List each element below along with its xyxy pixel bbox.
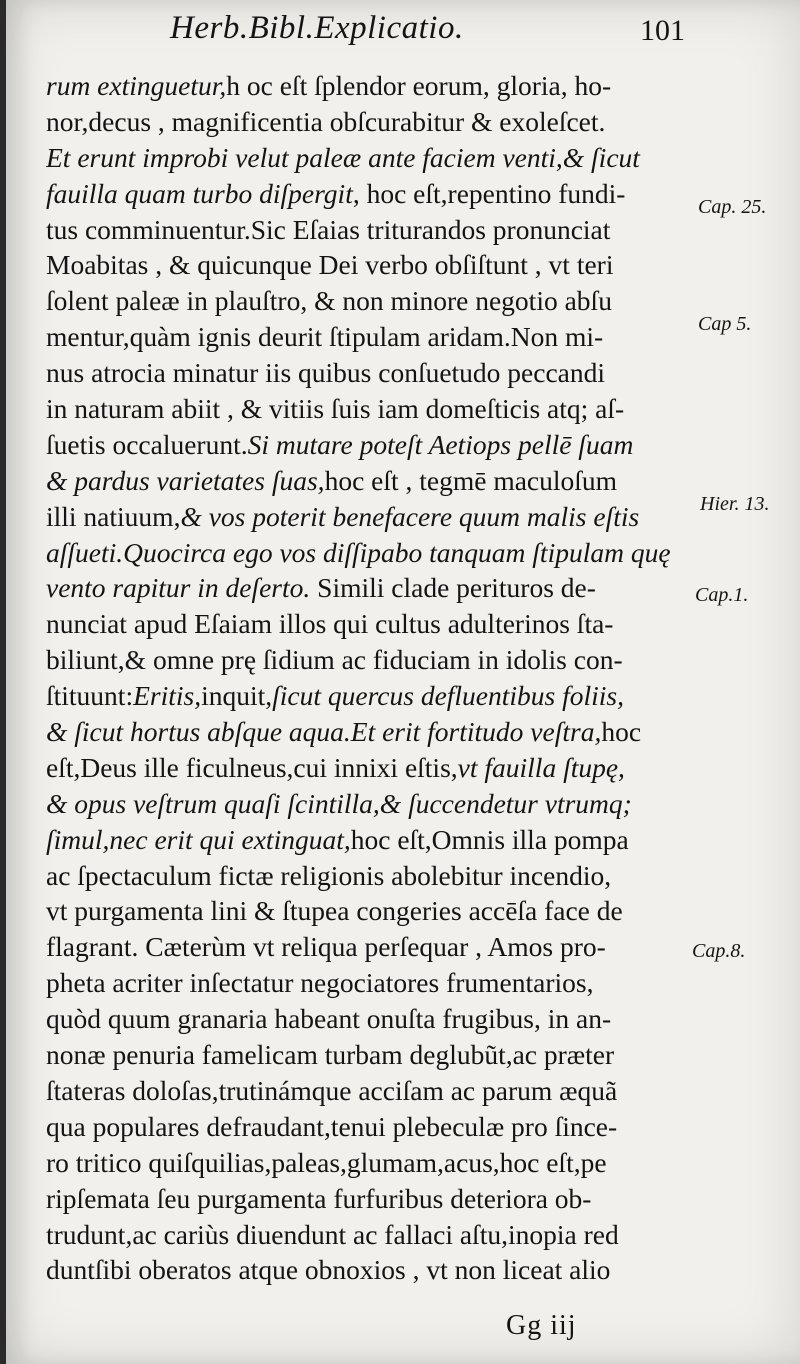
text-line xyxy=(46,140,696,176)
text-line xyxy=(46,1037,696,1073)
text-line xyxy=(46,355,696,391)
body-text xyxy=(46,68,696,1288)
text-line xyxy=(46,391,696,427)
text-segment: illi natiuum, xyxy=(46,500,181,532)
text-segment: inquit, xyxy=(201,680,273,712)
signature-mark: Gg iij xyxy=(506,1310,577,1341)
text-segment: vt purgamenta lini & ſtupea congeries accēſa face de xyxy=(46,895,623,927)
marginal-note-cap-5: Cap 5. xyxy=(698,313,752,335)
text-segment: Simili clade perituros de- xyxy=(310,572,596,604)
italic-text-segment: & ſicut hortus abſque aqua.Et erit fortitudo veſtra, xyxy=(46,716,602,748)
text-line xyxy=(46,535,696,571)
italic-text-segment: fauilla quam turbo diſpergit xyxy=(46,177,353,209)
text-line xyxy=(46,965,696,1001)
text-segment: h oc eſt ſplendor eorum, gloria, ho- xyxy=(226,70,612,101)
text-segment: ſtituunt: xyxy=(46,680,134,712)
text-line xyxy=(46,570,696,606)
text-segment: nunciat apud Eſaiam illos qui cultus adulterinos ſta- xyxy=(46,608,614,640)
text-segment: ſuetis occaluerunt. xyxy=(46,428,248,460)
text-line xyxy=(46,714,696,750)
text-segment: trudunt,ac cariùs diuendunt ac fallaci aſtu,inopia red xyxy=(46,1218,619,1250)
italic-text-segment: & pardus varietates ſuas, xyxy=(46,464,325,496)
text-segment: hoc xyxy=(601,716,642,748)
text-line xyxy=(46,247,696,283)
text-line xyxy=(46,427,696,463)
italic-text-segment: ſicut quercus defluentibus foliis, xyxy=(272,680,625,712)
text-line xyxy=(46,929,696,965)
text-segment: pheta acriter inſectatur negociatores frumentarios, xyxy=(46,967,594,999)
text-line xyxy=(46,1145,696,1181)
text-segment: eſt,Deus ille ficulneus,cui innixi eſtis, xyxy=(46,751,458,783)
text-line xyxy=(46,319,696,355)
italic-text-segment: aſſueti.Quocirca ego vos diſſipabo tanquam ſtipulam quę xyxy=(46,536,671,568)
text-line xyxy=(46,786,696,822)
text-line xyxy=(46,606,696,642)
text-line xyxy=(46,176,696,212)
running-head: Herb.Bibl.Explicatio. xyxy=(170,10,464,46)
text-segment: mentur,quàm ignis deurit ſtipulam aridam.Non mi- xyxy=(46,321,604,353)
text-segment: ro tritico quiſquilias,paleas,glumam,acus,hoc eſt,pe xyxy=(46,1146,607,1178)
text-segment: nus atrocia minatur iis quibus conſuetudo peccandi xyxy=(46,357,606,389)
text-line xyxy=(46,1073,696,1109)
text-line xyxy=(46,678,696,714)
text-segment: ripſemata ſeu purgamenta furfuribus deteriora ob- xyxy=(46,1182,592,1214)
text-line xyxy=(46,1109,696,1145)
italic-text-segment: vento rapitur in deſerto. xyxy=(46,572,311,604)
text-segment: tus comminuentur.Sic Eſaias triturandos pronunciat xyxy=(46,213,611,245)
marginal-note-hier-13: Hier. 13. xyxy=(700,493,770,515)
text-segment: ac ſpectaculum fictæ religionis abolebitur incendio, xyxy=(46,859,612,891)
italic-text-segment: & opus veſtrum quaſi ſcintilla,& ſuccendetur vtrumq; xyxy=(46,787,632,819)
italic-text-segment: & vos poterit benefacere quum malis eſtis xyxy=(180,500,640,532)
marginal-note-cap-8: Cap.8. xyxy=(692,940,746,962)
text-line xyxy=(46,822,696,858)
text-segment: flagrant. Cæterùm vt reliqua perſequar , Amos pro- xyxy=(46,931,606,963)
italic-text-segment: vt fauilla ſtupę, xyxy=(457,751,625,783)
text-line xyxy=(46,858,696,894)
text-segment: ſolent paleæ in plauſtro, & non minore negotio abſu xyxy=(46,285,612,317)
page-number: 101 xyxy=(640,14,685,47)
marginal-note-cap-25: Cap. 25. xyxy=(698,196,767,218)
text-segment: duntſibi oberatos atque obnoxios , vt non liceat alio xyxy=(46,1254,611,1286)
italic-text-segment: rum extinguetur, xyxy=(46,70,227,101)
text-segment: nonæ penuria famelicam turbam deglubũt,ac præter xyxy=(46,1039,615,1071)
text-segment: Moabitas , & quicunque Dei verbo obſiſtunt , vt teri xyxy=(46,249,614,281)
text-segment: quòd quum granaria habeant onuſta frugibus, in an- xyxy=(46,1003,612,1035)
text-segment: , hoc eſt,repentino fundi- xyxy=(352,177,626,209)
book-page xyxy=(6,0,800,1364)
text-segment: hoc eſt,Omnis illa pompa xyxy=(350,823,629,855)
italic-text-segment: Si mutare poteſt Aetiops pellē ſuam xyxy=(247,428,634,460)
italic-text-segment: Eritis, xyxy=(133,680,202,712)
text-line xyxy=(46,750,696,786)
italic-text-segment: Et erunt improbi velut paleæ ante faciem venti,& ſicut xyxy=(46,141,640,173)
text-line xyxy=(46,283,696,319)
text-line xyxy=(46,1001,696,1037)
text-segment: qua populares defraudant,tenui plebeculæ pro ſince- xyxy=(46,1110,618,1142)
text-segment: ſtateras doloſas,trutinámque acciſam ac parum æquã xyxy=(46,1074,618,1106)
text-segment: nor,decus , magnificentia obſcurabitur & exoleſcet. xyxy=(46,105,606,137)
text-line xyxy=(46,1217,696,1253)
text-line xyxy=(46,104,696,140)
text-segment: hoc eſt , tegmē maculoſum xyxy=(324,464,618,496)
text-line xyxy=(46,642,696,678)
text-line xyxy=(46,499,696,535)
text-segment: in naturam abiit , & vitiis ſuis iam domeſticis atq; aſ- xyxy=(46,393,625,425)
text-line xyxy=(46,1181,696,1217)
text-line xyxy=(46,68,696,104)
text-line xyxy=(46,1252,696,1288)
italic-text-segment: ſimul,nec erit qui extinguat, xyxy=(46,823,351,855)
text-line xyxy=(46,893,696,929)
text-line xyxy=(46,212,696,248)
text-segment: biliunt,& omne prę ſidium ac fiduciam in idolis con- xyxy=(46,644,623,676)
marginal-note-cap-1: Cap.1. xyxy=(695,584,749,606)
text-line xyxy=(46,463,696,499)
